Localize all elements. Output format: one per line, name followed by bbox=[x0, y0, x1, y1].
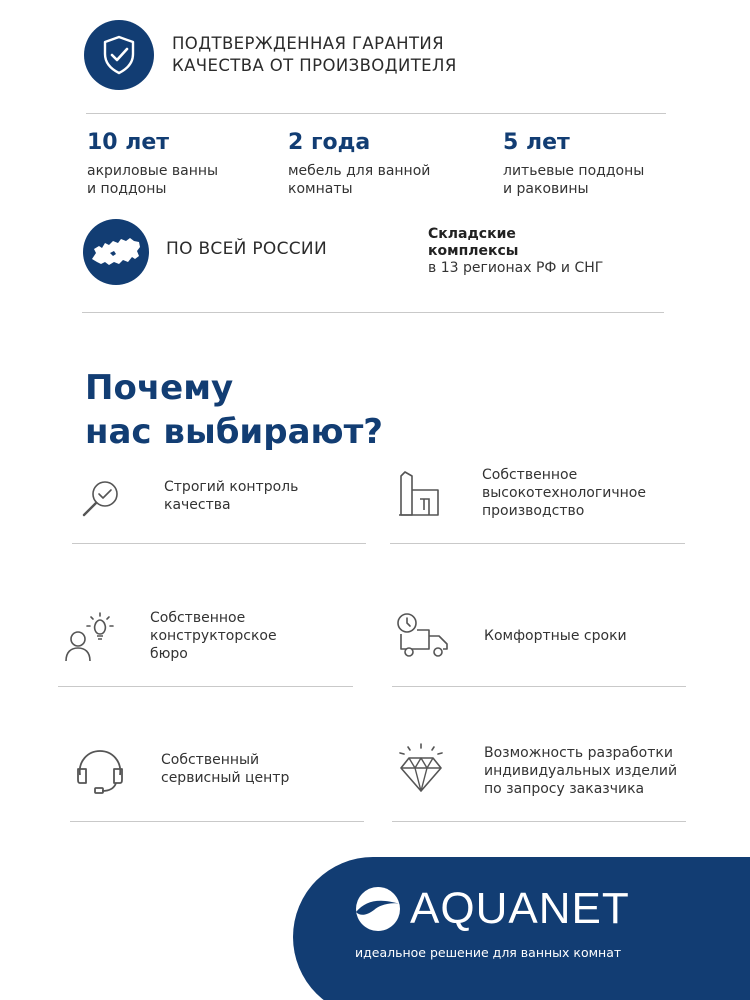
stat-value: 2 года bbox=[288, 130, 371, 155]
shield-check-icon bbox=[100, 34, 138, 76]
delivery-clock-icon bbox=[395, 612, 451, 660]
guarantee-badge bbox=[84, 20, 154, 90]
divider bbox=[392, 821, 686, 822]
headset-icon bbox=[74, 747, 126, 797]
russia-badge bbox=[83, 219, 149, 285]
heading-line: Почему bbox=[85, 368, 234, 408]
feature-line: производство bbox=[482, 503, 585, 519]
warehouse-title: Складские bbox=[428, 226, 516, 242]
diamond-icon bbox=[396, 742, 446, 794]
stat-desc: комнаты bbox=[288, 181, 353, 197]
feature-line: бюро bbox=[150, 646, 188, 662]
feature-quality-text bbox=[164, 478, 298, 514]
feature-line: Собственный bbox=[161, 752, 260, 768]
feature-bureau-text bbox=[150, 609, 277, 663]
brand-name: AQUANET bbox=[410, 884, 630, 933]
magnifier-check-icon bbox=[80, 476, 124, 520]
divider bbox=[392, 686, 686, 687]
section-heading bbox=[85, 366, 383, 454]
stat-desc: и раковины bbox=[503, 181, 589, 197]
divider bbox=[82, 312, 664, 313]
aquanet-logo-icon bbox=[354, 886, 402, 932]
stat-desc: мебель для ванной bbox=[288, 163, 431, 179]
divider bbox=[70, 821, 364, 822]
coverage-label: ПО ВСЕЙ РОССИИ bbox=[166, 239, 327, 259]
stat-desc: литьевые поддоны bbox=[503, 163, 645, 179]
feature-line: высокотехнологичное bbox=[482, 485, 646, 501]
feature-line: Строгий контроль bbox=[164, 479, 299, 495]
stat-desc: и поддоны bbox=[87, 181, 167, 197]
feature-production-text bbox=[482, 466, 646, 520]
engineer-idea-icon bbox=[62, 611, 114, 663]
divider bbox=[72, 543, 366, 544]
feature-line: Возможность разработки bbox=[484, 745, 673, 761]
stat-acrylic bbox=[87, 128, 218, 198]
stat-desc: акриловые ванны bbox=[87, 163, 219, 179]
warehouse-title: комплексы bbox=[428, 243, 519, 259]
warehouse-info bbox=[428, 226, 603, 277]
divider bbox=[390, 543, 685, 544]
feature-line: индивидуальных изделий bbox=[484, 763, 678, 779]
stat-value: 5 лет bbox=[503, 130, 570, 155]
brand-tagline: идеальное решение для ванных комнат bbox=[355, 945, 622, 960]
guarantee-line-2: КАЧЕСТВА ОТ ПРОИЗВОДИТЕЛЯ bbox=[172, 56, 457, 75]
feature-line: по запросу заказчика bbox=[484, 781, 645, 797]
heading-line: нас выбирают? bbox=[85, 412, 384, 452]
warehouse-note: в 13 регионах РФ и СНГ bbox=[428, 260, 604, 276]
feature-custom-text bbox=[484, 744, 677, 798]
feature-line: сервисный центр bbox=[161, 770, 290, 786]
feature-line: конструкторское bbox=[150, 628, 277, 644]
feature-service-text bbox=[161, 751, 289, 787]
feature-line: Комфортные сроки bbox=[484, 628, 627, 644]
feature-terms-text bbox=[484, 627, 627, 645]
divider bbox=[58, 686, 353, 687]
divider bbox=[86, 113, 666, 114]
stat-furniture bbox=[288, 128, 430, 198]
stat-cast-trays bbox=[503, 128, 644, 198]
guarantee-title bbox=[172, 33, 457, 77]
feature-line: качества bbox=[164, 497, 231, 513]
russia-map-icon bbox=[90, 235, 142, 269]
feature-line: Собственное bbox=[482, 467, 578, 483]
guarantee-line-1: ПОДТВЕРЖДЕННАЯ ГАРАНТИЯ bbox=[172, 34, 445, 53]
feature-line: Собственное bbox=[150, 610, 246, 626]
factory-icon bbox=[396, 470, 442, 518]
stat-value: 10 лет bbox=[87, 130, 170, 155]
